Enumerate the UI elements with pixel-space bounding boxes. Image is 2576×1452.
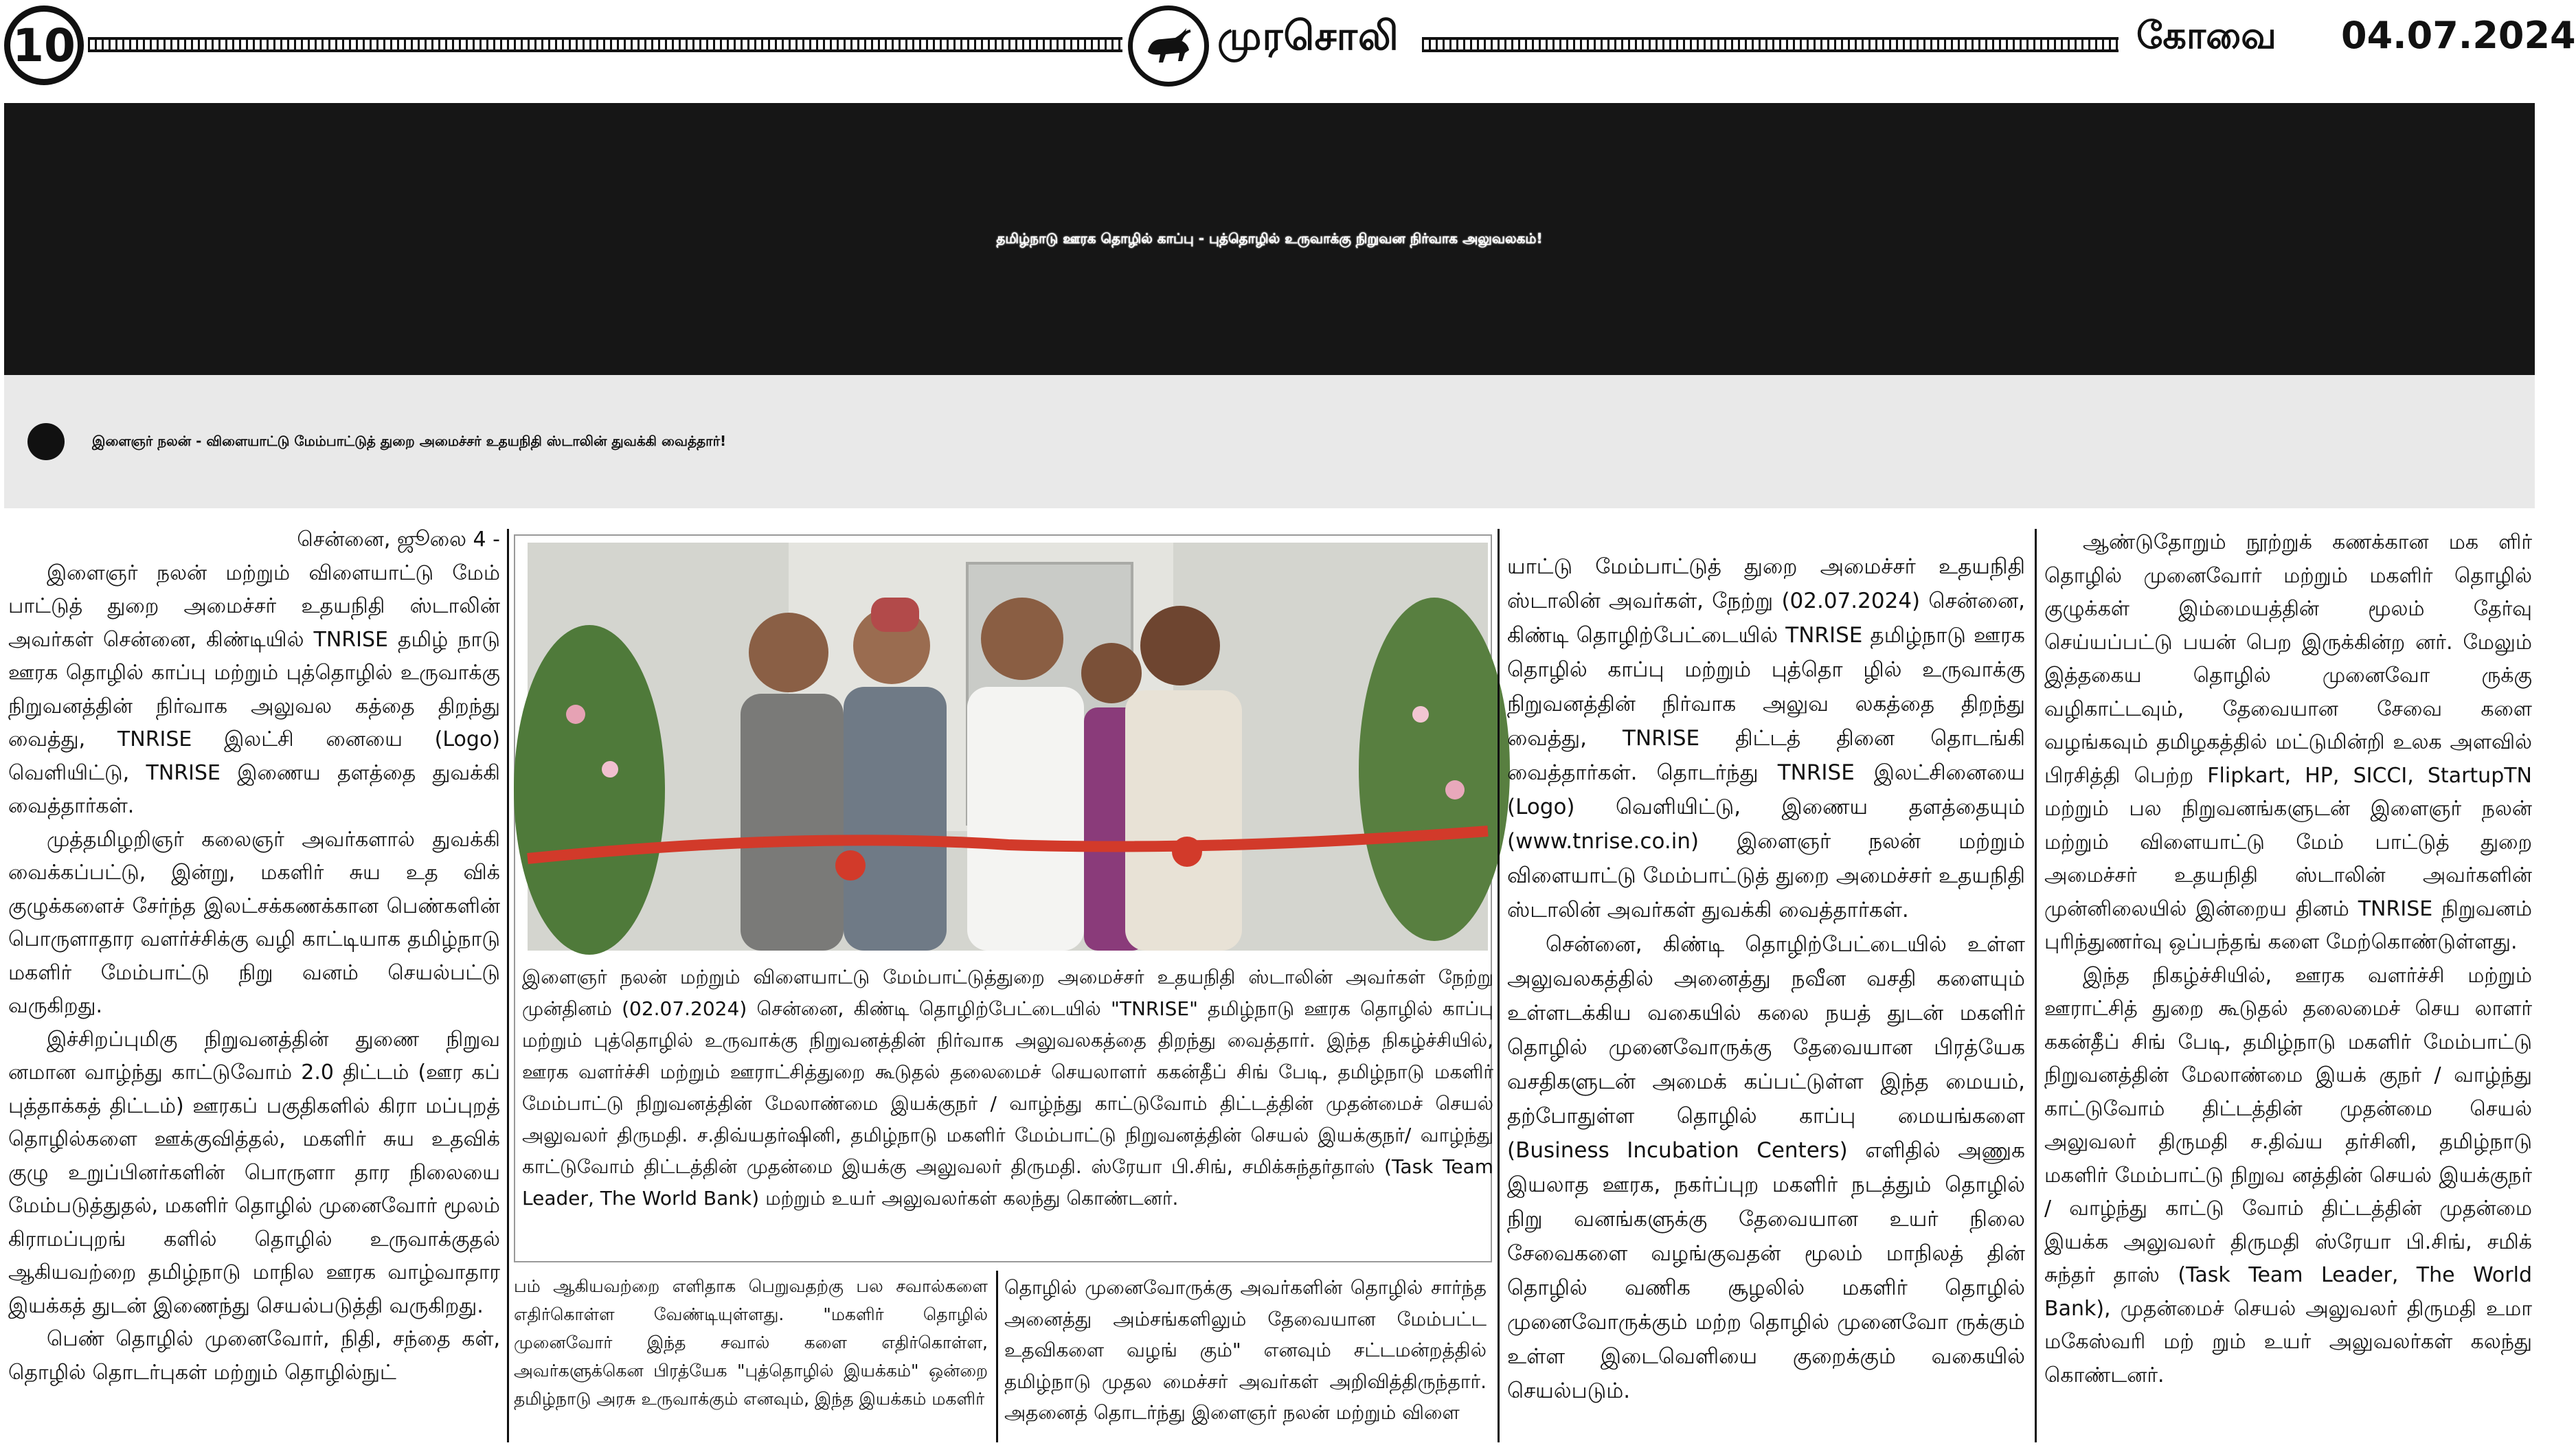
paragraph: இளைஞர் நலன் மற்றும் விளையாட்டு மேம் பாட்டுத் துறை அமைச்சர் உதயநிதி ஸ்டாலின் அவர்கள் சென்னை, கிண்டியில் TNRISE தமிழ் நாடு ஊரக தொழில் காப்பு மற்றும் புத்தொழில் உருவாக்கு நிறுவனத்தின் நிர்வாக அலுவல கத்தை திறந்து வைத்து, TNRISE இலட்சி னையை (Logo) வெளியிட்டு, TNRISE இணைய தளத்தை துவக்கி வைத்தார்கள்.: [8, 560, 500, 818]
subheadline-row: [27, 375, 2528, 508]
article-column-5: [2044, 526, 2532, 1392]
dateline: சென்னை, ஜூலை 4 -: [297, 528, 500, 552]
bull-emblem-svg: [1141, 19, 1196, 73]
paper-name: முரசொலி: [1217, 12, 1399, 59]
article-column-4: [1507, 549, 2025, 1408]
photo-caption: இளைஞர் நலன் மற்றும் விளையாட்டு மேம்பாட்டுத்துறை அமைச்சர் உதயநிதி ஸ்டாலின் அவர்கள் நேற்று முன்தினம் (02.07.2024) சென்னை, கிண்டி தொழிற்பேட்டையில் "TNRISE" தமிழ்நாடு ஊரக தொழில் காப்பு மற்றும் புத்தொழில் உருவாக்கு நிறுவனத்தின் நிர்வாக அலுவலகத்தை திறந்து வைத்தார். இந்த நிகழ்ச்சியில், ஊரக வளர்ச்சி மற்றும் ஊராட்சித்துறை கூடுதல் தலைமைச் செயலாளர் ககன்தீப் சிங் பேடி, தமிழ்நாடு மகளிர் மேம்பாட்டு நிறுவனத்தின் மேலாண்மை இயக்குநர் / வாழ்ந்து காட்டுவோம் திட்டத்தின் முதன்மைச் செயல் அலுவலர் திருமதி. ச.திவ்யதர்ஷினி, தமிழ்நாடு மகளிர் மேம்பாட்டு நிறுவனத்தின் செயல் இயக்குநர்/ வாழ்ந்து காட்டுவோம் திட்டத்தின் முதன்மை இயக்கு அலுவலர் திருமதி. ஸ்ரேயா பி.சிங், சமிக்சுந்தர்தாஸ் (Task Team Leader, The World Bank) மற்றும் உயர் அலுவலர்கள் கலந்து கொண்டனர்.: [522, 966, 1493, 1210]
article-column-3: [1004, 1272, 1487, 1429]
column-divider: [2035, 529, 2037, 1442]
paragraph: பம் ஆகியவற்றை எளிதாக பெறுவதற்கு பல சவால்களை எதிர்கொள்ள வேண்டியுள்ளது. "மகளிர் தொழில் முனைவோர் இந்த சவால் களை எதிர்கொள்ள, அவர்களுக்கென பிரத்யேக "புத்தொழில் இயக்கம்" ஒன்றை தமிழ்நாடு அரசு உருவாக்கும் எனவும், இந்த இயக்கம் மகளிர்: [514, 1276, 988, 1409]
subheadline: இளைஞர் நலன் - விளையாட்டு மேம்பாட்டுத் துறை அமைச்சர் உதயநிதி ஸ்டாலின் துவக்கி வைத்தார்!: [92, 432, 727, 449]
bullet-icon: [27, 423, 65, 460]
paragraph: ஆண்டுதோறும் நூற்றுக் கணக்கான மக ளிர் தொழில் முனைவோர் மற்றும் மகளிர் தொழில் குழுக்கள் இம்மையத்தின் மூலம் தேர்வு செய்யப்பட்டு பயன் பெற இருக்கின்ற னர். மேலும் இத்தகைய தொழில் முனைவோ ருக்கு வழிகாட்டவும், தேவையான சேவை களை வழங்கவும் தமிழகத்தில் மட்டுமின்றி உலக அளவில் பிரசித்தி பெற்ற Flipkart, HP, SICCI, StartupTN மற்றும் பல நிறுவனங்களுடன் இளைஞர் நலன் மற்றும் விளையாட்டு மேம் பாட்டுத் துறை அமைச்சர் உதயநிதி ஸ்டாலின் அவர்களின் முன்னிலையில் இன்றைய தினம் TNRISE நிறுவனம் புரிந்துணர்வு ஒப்பந்தங் களை மேற்கொண்டுள்ளது.: [2044, 530, 2532, 954]
headline: தமிழ்நாடு ஊரக தொழில் காப்பு - புத்தொழில் உருவாக்கு நிறுவன நிர்வாக அலுவலகம்!: [996, 229, 1543, 247]
page-number: 10: [4, 5, 84, 85]
paragraph: யாட்டு மேம்பாட்டுத் துறை அமைச்சர் உதயநிதி ஸ்டாலின் அவர்கள், நேற்று (02.07.2024) சென்னை, கிண்டி தொழிற்பேட்டையில் TNRISE தமிழ்நாடு ஊரக தொழில் காப்பு மற்றும் புத்தொ ழில் உருவாக்கு நிறுவனத்தின் நிர்வாக அலுவ லகத்தை திறந்து வைத்து, TNRISE திட்டத் தினை தொடங்கி வைத்தார்கள். தொடர்ந்து TNRISE இலட்சினையை (Logo) வெளியிட்டு, இணைய தளத்தையும் (www.tnrise.co.in) இளைஞர் நலன் மற்றும் விளையாட்டு மேம்பாட்டுத் துறை அமைச்சர் உதயநிதி ஸ்டாலின் அவர்கள் துவக்கி வைத்தார்கள்.: [1507, 554, 2025, 922]
paragraph: சென்னை, கிண்டி தொழிற்பேட்டையில் உள்ள அலுவலகத்தில் அனைத்து நவீன வசதி களையும் உள்ளடக்கிய வகையில் கலை நயத் துடன் மகளிர் தொழில் முனைவோருக்கு தேவையான பிரத்யேக வசதிகளுடன் அமைக் கப்பட்டுள்ள இந்த மையம், தற்போதுள்ள தொழில் காப்பு மையங்களை (Business Incubation Centers) எளிதில் அணுக இயலாத ஊரக, நகர்ப்புற மகளிர் நடத்தும் தொழில் நிறு வனங்களுக்கு தேவையான உயர் நிலை சேவைகளை வழங்குவதன் மூலம் மாநிலத் தின் தொழில் வணிக சூழலில் மகளிர் தொழில் முனைவோருக்கும் மற்ற தொழில் முனைவோ ருக்கும் உள்ள இடைவெளியை குறைக்கும் வகையில் செயல்படும்.: [1507, 932, 2025, 1403]
article-column-2: [514, 1272, 988, 1413]
event-photo: [528, 543, 1488, 951]
edition-city: கோவை: [2136, 14, 2276, 57]
masthead-rule-left: [88, 37, 1122, 52]
paragraph: இச்சிறப்புமிகு நிறுவனத்தின் துணை நிறுவ னமான வாழ்ந்து காட்டுவோம் 2.0 திட்டம் (ஊர கப் புத்தாக்கத் திட்டம்) ஊரகப் பகுதிகளில் கிரா மப்புறத் தொழில்களை ஊக்குவித்தல், மகளிர் சுய உதவிக் குழு உறுப்பினர்களின் பொருளா தார நிலையை மேம்படுத்துதல், மகளிர் தொழில் முனைவோர் மூலம் கிராமப்புறங் களில் தொழில் உருவாக்குதல் ஆகியவற்றை தமிழ்நாடு மாநில ஊரக வாழ்வாதார இயக்கத் துடன் இணைந்து செயல்படுத்தி வருகிறது.: [8, 1027, 500, 1318]
article-column-1: [8, 523, 500, 1389]
paragraph: முத்தமிழறிஞர் கலைஞர் அவர்களால் துவக்கி வைக்கப்பட்டு, இன்று, மகளிர் சுய உத விக் குழுக்களைச் சேர்ந்த இலட்சக்கணக்கான பெண்களின் பொருளாதார வளர்ச்சிக்கு வழி காட்டியாக தமிழ்நாடு மகளிர் மேம்பாட்டு நிறு வனம் செயல்பட்டு வருகிறது.: [8, 827, 500, 1018]
column-divider: [507, 529, 509, 1442]
paragraph: தொழில் முனைவோருக்கு அவர்களின் தொழில் சார்ந்த அனைத்து அம்சங்களிலும் தேவையான மேம்பட்ட உதவிகளை வழங் கும்" எனவும் சட்டமன்றத்தில் தமிழ்நாடு முதல மைச்சர் அவர்கள் அறிவித்திருந்தார். அதனைத் தொடர்ந்து இளைஞர் நலன் மற்றும் விளை: [1004, 1276, 1487, 1424]
event-photo-illustration: [528, 543, 1488, 951]
edition-date: 04.07.2024: [2341, 14, 2576, 57]
paragraph: பெண் தொழில் முனைவோர், நிதி, சந்தை கள், தொழில் தொடர்புகள் மற்றும் தொழில்நுட்: [8, 1327, 500, 1385]
column-divider: [1498, 529, 1500, 1442]
column-divider: [996, 1271, 998, 1442]
masthead-rule-right: [1422, 37, 2119, 52]
paragraph: இந்த நிகழ்ச்சியில், ஊரக வளர்ச்சி மற்றும் ஊராட்சித் துறை கூடுதல் தலைமைச் செய லாளர் ககன்தீப் சிங் பேடி, தமிழ்நாடு மகளிர் மேம்பாட்டு நிறுவனத்தின் மேலாண்மை இயக் குநர் / வாழ்ந்து காட்டுவோம் திட்டத்தின் முதன்மை செயல் அலுவலர் திருமதி ச.திவ்ய தர்சினி, தமிழ்நாடு மகளிர் மேம்பாட்டு நிறுவ னத்தின் செயல் இயக்குநர் / வாழ்ந்து காட்டு வோம் திட்டத்தின் முதன்மை இயக்க அலுவலர் திருமதி ஸ்ரேயா பி.சிங், சமிக் சுந்தர் தாஸ் (Task Team Leader, The World Bank), முதன்மைச் செயல் அலுவலர் திருமதி உமா மகேஸ்வரி மற் றும் உயர் அலுவலர்கள் கலந்து கொண்டனர்.: [2044, 963, 2532, 1387]
bull-emblem-icon: [1128, 5, 1209, 87]
